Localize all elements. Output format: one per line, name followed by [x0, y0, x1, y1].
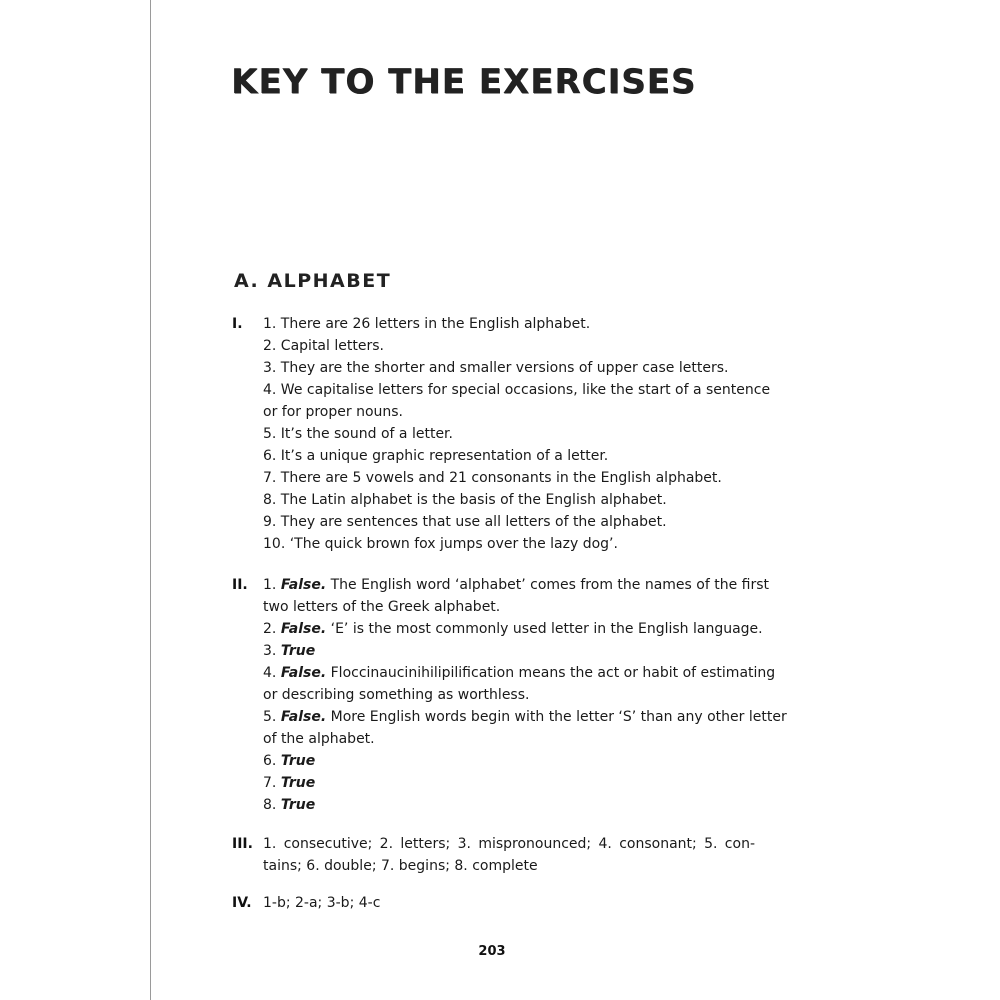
answer-text: 1. consecutive; 2. letters; 3. mispronounced; 4. consonant; 5. con- tains; 6. double; 7. begins; 8. complete [263, 836, 755, 874]
answer-number: 7. [263, 775, 277, 791]
answer-line [263, 750, 763, 772]
answer-number: 6. [263, 753, 277, 769]
answer-line [263, 728, 763, 750]
answer-line: 9. They are sentences that use all letters of the alphabet. [263, 514, 667, 530]
answer-text: The English word ‘alphabet’ comes from the names of the first [326, 577, 770, 593]
answer-verdict: False. [280, 709, 327, 725]
answer-line: 10. ‘The quick brown fox jumps over the lazy dog’. [263, 536, 618, 552]
answer-number: 5. [263, 709, 277, 725]
answer-line: 6. It’s a unique graphic representation of a letter. [263, 448, 609, 464]
answer-text: or describing something as worthless. [263, 687, 530, 703]
answer-line: or for proper nouns. [263, 404, 404, 420]
answer-text: Floccinaucinihilipilification means the act or habit of estimating [326, 665, 776, 681]
answer-text: ‘E’ is the most commonly used letter in the English language. [326, 621, 763, 637]
answer-line: 7. There are 5 vowels and 21 consonants in the English alphabet. [263, 470, 722, 486]
answer-number: 2. [263, 621, 277, 637]
answer-line: 5. It’s the sound of a letter. [263, 426, 453, 442]
answer-line [263, 706, 787, 728]
answer-verdict: True [280, 753, 316, 769]
answer-text: two letters of the Greek alphabet. [263, 599, 501, 615]
answer-verdict: False. [280, 621, 327, 637]
answer-line [263, 618, 763, 640]
answer-number: 1. [263, 577, 277, 593]
answer-verdict: True [280, 797, 316, 813]
answer-line: 3. They are the shorter and smaller versions of upper case letters. [263, 360, 729, 376]
answer-line [263, 640, 763, 662]
page-edge-divider [150, 0, 151, 1000]
answer-text: of the alphabet. [263, 731, 375, 747]
answer-verdict: False. [280, 665, 327, 681]
exercise-i-answers [263, 313, 771, 555]
answer-verdict: True [280, 643, 316, 659]
page-number: 203 [478, 944, 506, 959]
answer-text: More English words begin with the letter ‘S’ than any other letter [326, 709, 787, 725]
exercise-label: IV. [232, 895, 252, 911]
exercise-label: III. [232, 836, 253, 852]
exercise-iii-answers [263, 833, 755, 877]
answer-line [263, 574, 770, 596]
answer-number: 4. [263, 665, 277, 681]
answer-line [263, 772, 763, 794]
exercise-label: I. [232, 316, 243, 332]
answer-line [263, 684, 763, 706]
exercise-label: II. [232, 577, 248, 593]
answer-line: 1. There are 26 letters in the English alphabet. [263, 316, 591, 332]
answer-text: 1-b; 2-a; 3-b; 4-c [263, 895, 381, 911]
answer-verdict: False. [280, 577, 327, 593]
answer-line [263, 596, 763, 618]
answer-verdict: True [280, 775, 316, 791]
page-title: KEY TO THE EXERCISES [231, 62, 697, 102]
answer-number: 3. [263, 643, 277, 659]
exercise-ii-answers [263, 574, 787, 816]
answer-number: 8. [263, 797, 277, 813]
section-title: A. ALPHABET [234, 270, 392, 292]
answer-line [263, 662, 776, 684]
exercise-iv-answers [263, 892, 763, 914]
answer-line [263, 794, 763, 816]
answer-line: 2. Capital letters. [263, 338, 384, 354]
answer-line: 4. We capitalise letters for special occasions, like the start of a sentence [263, 382, 771, 398]
answer-line: 8. The Latin alphabet is the basis of the English alphabet. [263, 492, 667, 508]
